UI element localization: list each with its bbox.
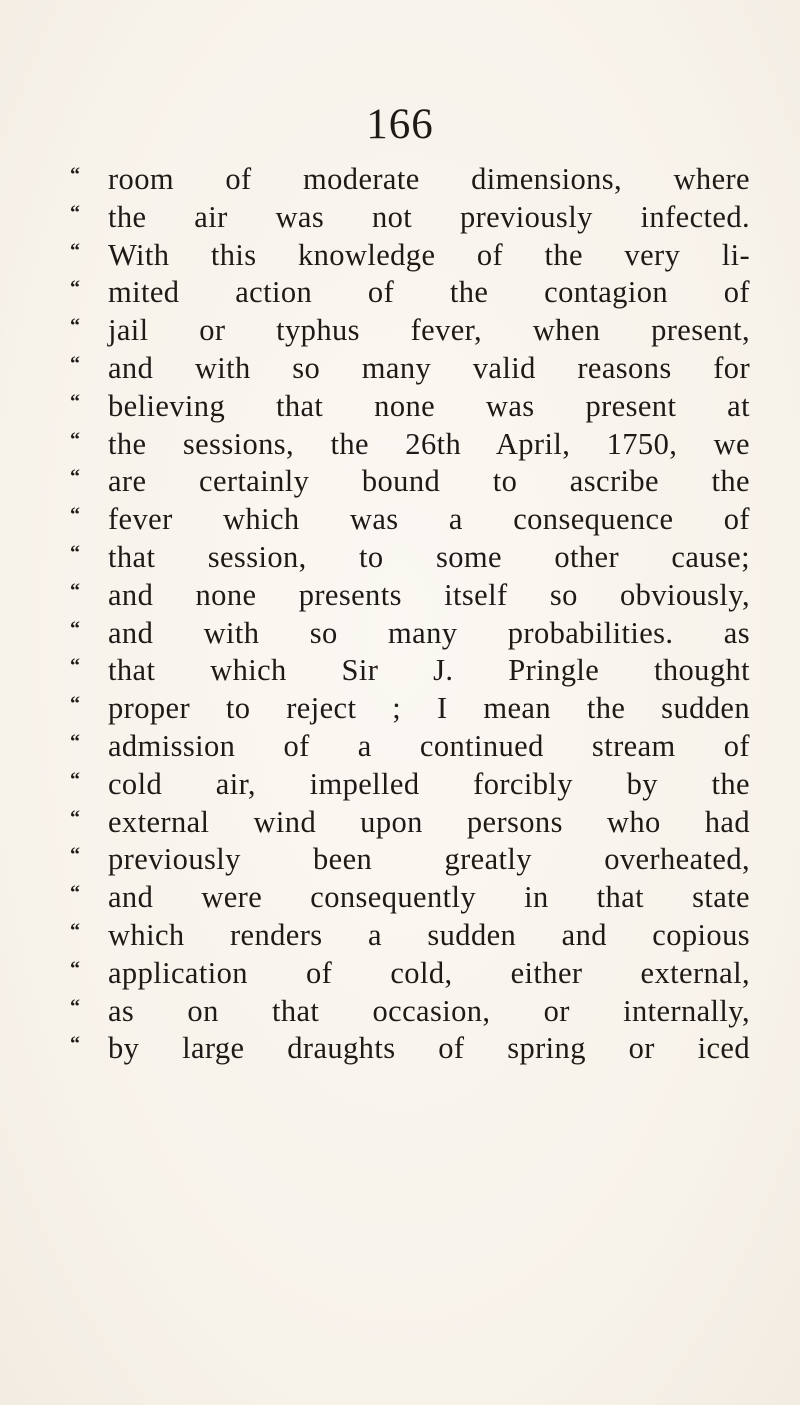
quote-mark: “ — [70, 995, 79, 1018]
line-text: proper to reject ; I mean the sudden — [108, 691, 750, 726]
text-line — [70, 878, 750, 916]
line-text: With this knowledge of the very li- — [108, 237, 750, 272]
quote-mark: “ — [70, 315, 79, 338]
quote-mark: “ — [70, 1033, 79, 1056]
text-line — [70, 576, 750, 614]
quote-mark: “ — [70, 352, 79, 375]
quote-mark: “ — [70, 390, 79, 413]
line-text: admission of a continued stream of — [108, 728, 750, 763]
text-line — [70, 538, 750, 576]
quote-mark: “ — [70, 957, 79, 980]
text-line — [70, 916, 750, 954]
text-line — [70, 765, 750, 803]
line-text: the sessions, the 26th April, 1750, we — [108, 426, 750, 461]
text-line — [70, 689, 750, 727]
text-line — [70, 954, 750, 992]
quote-mark: “ — [70, 844, 79, 867]
line-text: the air was not previously infected. — [108, 199, 750, 234]
text-line — [70, 840, 750, 878]
quote-mark: “ — [70, 768, 79, 791]
text-line — [70, 160, 750, 198]
quote-mark: “ — [70, 428, 79, 451]
line-text: and were consequently in that state — [108, 880, 750, 915]
text-line — [70, 651, 750, 689]
text-line — [70, 425, 750, 463]
line-text: external wind upon persons who had — [108, 804, 750, 839]
quote-mark: “ — [70, 919, 79, 942]
text-line — [70, 1029, 750, 1067]
text-line — [70, 311, 750, 349]
line-text: and with so many valid reasons for — [108, 350, 750, 385]
line-text: room of moderate dimensions, where — [108, 162, 750, 196]
quote-mark: “ — [70, 541, 79, 564]
text-line — [70, 387, 750, 425]
line-text: which renders a sudden and copious — [108, 917, 750, 952]
text-line — [70, 803, 750, 841]
text-line — [70, 349, 750, 387]
quote-mark: “ — [70, 201, 79, 224]
line-text: previously been greatly overheated, — [108, 842, 750, 877]
text-line — [70, 727, 750, 765]
text-line — [70, 992, 750, 1030]
text-line — [70, 462, 750, 500]
quote-mark: “ — [70, 466, 79, 489]
quote-mark: “ — [70, 617, 79, 640]
line-text: and none presents itself so obviously, — [108, 577, 750, 612]
line-text: believing that none was present at — [108, 388, 750, 423]
line-text: cold air, impelled forcibly by the — [108, 766, 750, 801]
quote-mark: “ — [70, 882, 79, 905]
line-text: that session, to some other cause; — [108, 539, 750, 574]
quote-mark: “ — [70, 239, 79, 262]
quote-mark: “ — [70, 504, 79, 527]
quote-mark: “ — [70, 730, 79, 753]
quote-mark: “ — [70, 579, 79, 602]
line-text: fever which was a consequence of — [108, 502, 750, 537]
body-text — [70, 160, 750, 1067]
line-text: and with so many probabilities. as — [108, 615, 750, 650]
line-text: as on that occasion, or internally, — [108, 993, 750, 1028]
line-text: jail or typhus fever, when present, — [108, 313, 750, 348]
line-text: that which Sir J. Pringle thought — [108, 653, 750, 688]
page-number: 166 — [366, 101, 434, 148]
text-line — [70, 500, 750, 538]
line-text: mited action of the contagion of — [108, 275, 750, 310]
line-text: are certainly bound to ascribe the — [108, 464, 750, 499]
text-line — [70, 614, 750, 652]
line-text: by large draughts of spring or iced — [108, 1031, 750, 1066]
quote-mark: “ — [70, 164, 79, 186]
quote-mark: “ — [70, 655, 79, 678]
line-text: application of cold, either external, — [108, 955, 750, 990]
quote-mark: “ — [70, 693, 79, 716]
text-line — [70, 273, 750, 311]
text-line — [70, 236, 750, 274]
text-line — [70, 198, 750, 236]
quote-mark: “ — [70, 806, 79, 829]
quote-mark: “ — [70, 277, 79, 300]
